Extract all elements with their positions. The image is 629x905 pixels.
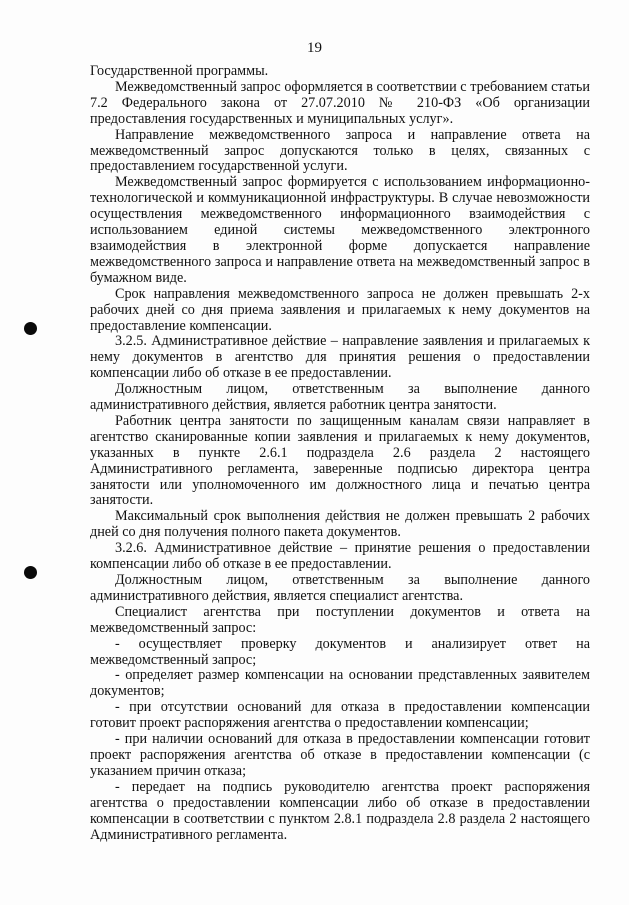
paragraph: Направление межведомственного запроса и направление ответа на межведомственный запрос допускаются только в целях, связанных с предоставлением государственной услуги. — [90, 126, 590, 175]
page-number: 19 — [307, 40, 322, 56]
punch-hole — [24, 566, 37, 579]
paragraph: Срок направления межведомственного запроса не должен превышать 2-х рабочих дней со дня приема заявления и прилагаемых к нему документов на предоставление компенсации. — [90, 285, 590, 334]
paragraph: Работник центра занятости по защищенным каналам связи направляет в агентство сканированные копии заявления и прилагаемых к нему документов, указанных в пункте 2.6.1 подраздела 2.6 раздела 2 настоящего Административного регламента, заверенные подписью директора центра занятости или уполномоченного им должностного лица и печатью центра занятости. — [90, 412, 590, 509]
document-body — [90, 64, 590, 843]
paragraph: 3.2.6. Административное действие – принятие решения о предоставлении компенсации либо об отказе в ее предоставлении. — [90, 540, 590, 573]
paragraph: Должностным лицом, ответственным за выполнение данного административного действия, является работник центра занятости. — [90, 381, 590, 414]
paragraph: Должностным лицом, ответственным за выполнение данного административного действия, является специалист агентства. — [90, 572, 590, 604]
punch-hole — [24, 322, 37, 335]
list-item: - при наличии оснований для отказа в предоставлении компенсации готовит проект распоряжения агентства об отказе в предоставлении компенсации (с указанием причин отказа; — [90, 731, 590, 779]
list-item: - определяет размер компенсации на основании представленных заявителем документов; — [90, 667, 590, 700]
paragraph: Специалист агентства при поступлении документов и ответа на межведомственный запрос: — [90, 603, 590, 636]
list-item: - осуществляет проверку документов и анализирует ответ на межведомственный запрос; — [90, 635, 590, 668]
list-item: - при отсутствии оснований для отказа в предоставлении компенсации готовит проект распоряжения агентства о предоставлении компенсации; — [90, 699, 590, 732]
paragraph: Межведомственный запрос оформляется в соответствии с требованием статьи 7.2 Федерального закона от 27.07.2010 № 210-ФЗ «Об организации предоставления государственных и муниципальных услуг». — [90, 78, 590, 127]
paragraph: Межведомственный запрос формируется с использованием информационно-технологической и коммуникационной инфраструктуры. В случае невозможности осуществления межведомственного информационного взаимодействия с использованием единой системы межведомственного электронного взаимодействия в электронной форме допускается направление межведомственного запроса и направление ответа на межведомственный запрос в бумажном виде. — [90, 174, 590, 286]
paragraph: 3.2.5. Административное действие – направление заявления и прилагаемых к нему документов в агентство для принятия решения о предоставлении компенсации либо об отказе в ее предоставлении. — [90, 333, 590, 382]
paragraph: Максимальный срок выполнения действия не должен превышать 2 рабочих дней со дня получения полного пакета документов. — [90, 508, 590, 541]
list-item: - передает на подпись руководителю агентства проект распоряжения агентства о предоставлении компенсации либо об отказе в предоставлении компенсации в соответствии с пунктом 2.8.1 подраздела 2.8 раздела 2 настоящего Административного регламента. — [90, 778, 590, 843]
paragraph: Государственной программы. — [90, 63, 269, 79]
